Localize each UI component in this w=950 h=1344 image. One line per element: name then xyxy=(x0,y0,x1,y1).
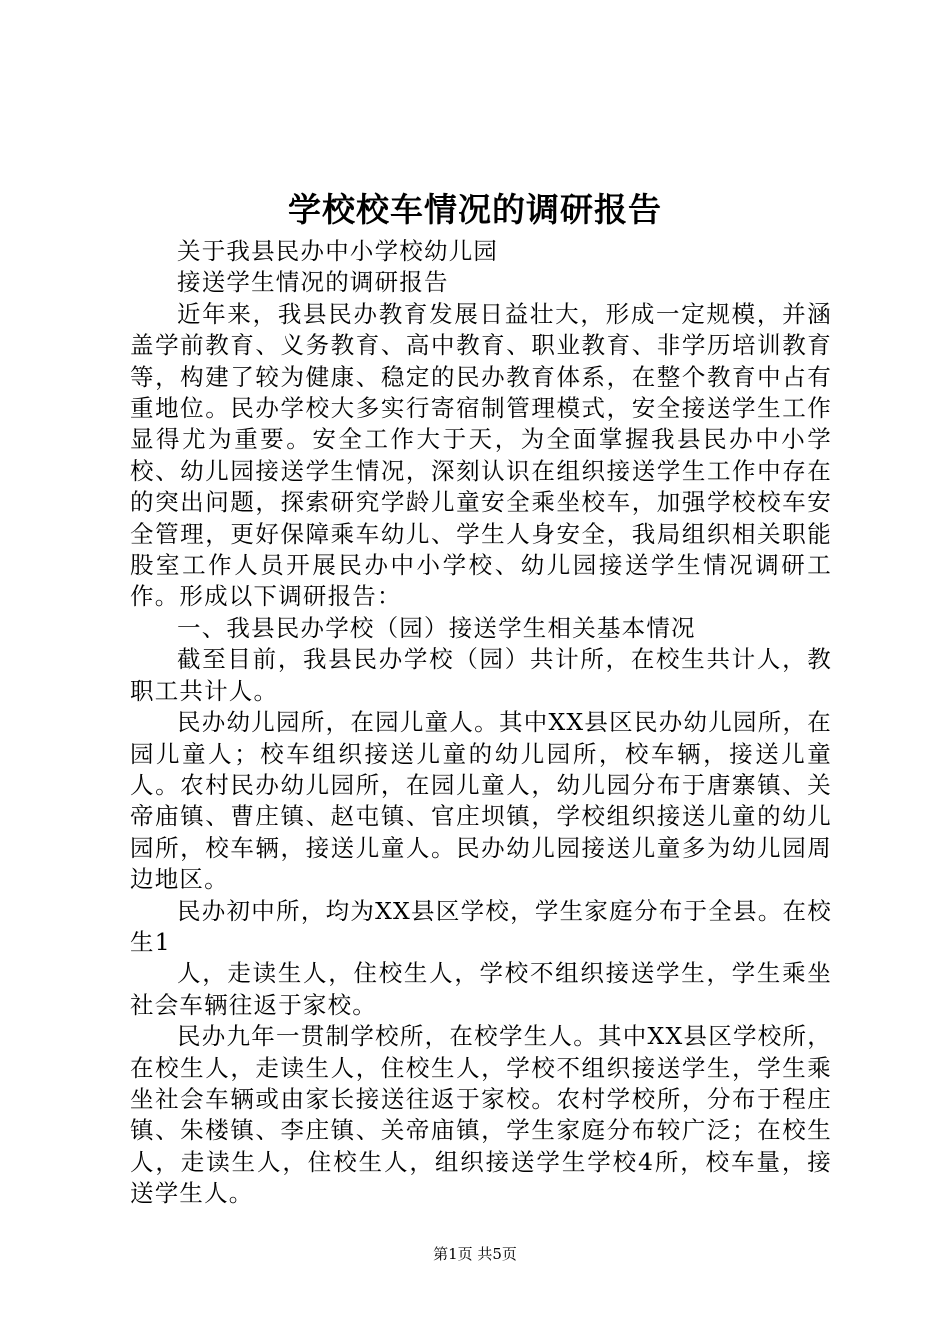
paragraph-nine-year-schools: 民办九年一贯制学校所，在校学生人。其中XX县区学校所，在校生人，走读生人，住校生人，学校不组织接送学生，学生乘坐社会车辆或由家长接送往返于家校。农村学校所，分布于程庄镇、朱楼镇、李庄镇、关帝庙镇，学生家庭分布较广泛；在校生人，走读生人，住校生人，组织接送学生学校4所，校车量，接送学生人。 xyxy=(130,1022,832,1208)
document-title: 学校校车情况的调研报告 xyxy=(288,190,662,229)
section-heading-1: 一、我县民办学校（园）接送学生相关基本情况 xyxy=(177,613,696,642)
page-footer: 第1页 共5页 xyxy=(433,1245,517,1263)
document-body xyxy=(130,236,832,1210)
subtitle-line-1: 关于我县民办中小学校幼儿园 xyxy=(177,237,499,265)
paragraph-kindergartens: 民办幼儿园所，在园儿童人。其中XX县区民办幼儿园所，在园儿童人；校车组织接送儿童的幼儿园所，校车辆，接送儿童人。农村民办幼儿园所，在园儿童人，幼儿园分布于唐寨镇、关帝庙镇、曹庄镇、赵屯镇、官庄坝镇，学校组织接送儿童的幼儿园所，校车辆，接送儿童人。民办幼儿园接送儿童多为幼儿园周边地区。 xyxy=(130,708,832,894)
paragraph-junior-high: 民办初中所，均为XX县区学校，学生家庭分布于全县。在校生1 xyxy=(130,896,832,956)
paragraph-junior-high-continued: 人，走读生人，住校生人，学校不组织接送学生，学生乘坐社会车辆往返于家校。 xyxy=(130,959,832,1019)
paragraph-intro: 近年来，我县民办教育发展日益壮大，形成一定规模，并涵盖学前教育、义务教育、高中教育、职业教育、非学历培训教育等，构建了较为健康、稳定的民办教育体系，在整个教育中占有重地位。民办学校大多实行寄宿制管理模式，安全接送学生工作显得尤为重要。安全工作大于天，为全面掌握我县民办中小学校、幼儿园接送学生情况，深刻认识在组织接送学生工作中存在的突出问题，探索研究学龄儿童安全乘坐校车，加强学校校车安全管理，更好保障乘车幼儿、学生人身安全，我局组织相关职能股室工作人员开展民办中小学校、幼儿园接送学生情况调研工作。形成以下调研报告： xyxy=(130,299,832,611)
paragraph-summary: 截至目前，我县民办学校（园）共计所，在校生共计人，教职工共计人。 xyxy=(130,645,832,705)
subtitle-line-2: 接送学生情况的调研报告 xyxy=(177,268,449,297)
